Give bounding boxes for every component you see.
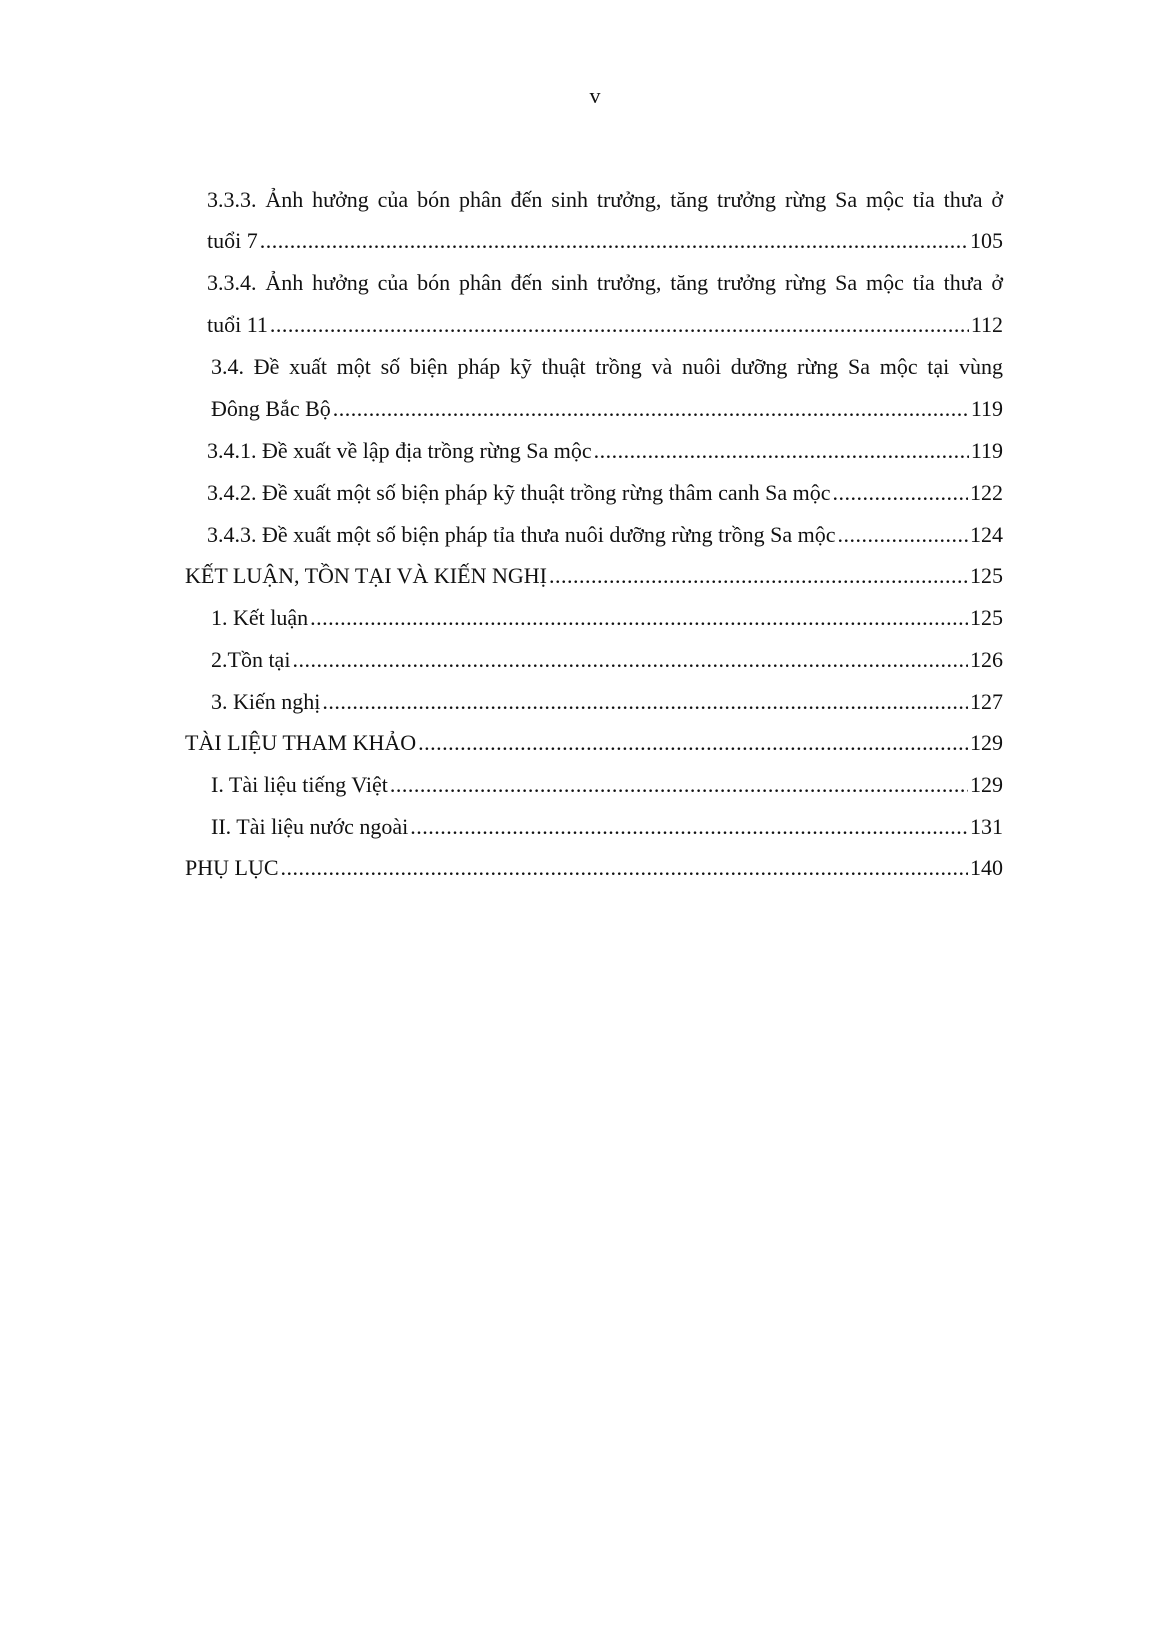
toc-entry-text: 3.4.3. Đề xuất một số biện pháp tỉa thưa nuôi dưỡng rừng trồng Sa mộc [207,522,836,547]
toc-page-number: 122 [970,480,1003,505]
toc-entry-3-3-4-line1[interactable]: 3.3.4. Ảnh hưởng của bón phân đến sinh trưởng, tăng trưởng rừng Sa mộc tỉa thưa ở [207,270,1003,295]
toc-entry-tai-lieu-tieng-viet[interactable] [211,765,1003,805]
toc-page-number: 112 [970,312,1003,337]
toc-entry-text: 3.4.2. Đề xuất một số biện pháp kỹ thuật trồng rừng thâm canh Sa mộc [207,480,831,505]
toc-entry-tai-lieu-tham-khao[interactable] [185,723,1003,763]
toc-entry-text: I. Tài liệu tiếng Việt [211,772,388,797]
toc-page-number: 131 [970,814,1003,839]
dot-leader [594,431,969,471]
toc-entry-3-4-line1[interactable]: 3.4. Đề xuất một số biện pháp kỹ thuật trồng và nuôi dưỡng rừng Sa mộc tại vùng [211,354,1003,379]
toc-entry-text: KẾT LUẬN, TỒN TẠI VÀ KIẾN NGHỊ [185,563,547,588]
dot-leader [270,305,969,345]
dot-leader [260,221,968,261]
toc-page-number: 125 [970,563,1003,588]
toc-entry-text: tuổi 7 [207,228,258,253]
dot-leader [390,765,968,805]
toc-entry-text: PHỤ LỤC [185,855,279,880]
toc-page-number: 140 [970,855,1003,880]
toc-page-number: 126 [970,647,1003,672]
toc-entry-text: 1. Kết luận [211,605,309,630]
toc-entry-ton-tai[interactable] [211,640,1003,680]
toc-page-number: 119 [970,396,1003,421]
toc-page-number: 124 [970,522,1003,547]
toc-entry-text: TÀI LIỆU THAM KHẢO [185,730,417,755]
toc-page-number: 129 [970,730,1003,755]
page-number: v [589,83,601,108]
toc-page-number: 129 [970,772,1003,797]
toc-entry-ket-luan[interactable] [211,598,1003,638]
dot-leader [410,807,968,847]
toc-entry-text: 3.4.1. Đề xuất về lập địa trồng rừng Sa mộc [207,438,592,463]
toc-entry-text: II. Tài liệu nước ngoài [211,814,409,839]
dot-leader [833,473,968,513]
toc-entry-3-3-3-line1[interactable]: 3.3.3. Ảnh hưởng của bón phân đến sinh trưởng, tăng trưởng rừng Sa mộc tỉa thưa ở [207,187,1003,212]
toc-page-number: 105 [970,228,1003,253]
toc-entry-kien-nghi[interactable] [211,682,1003,722]
toc-entry-3-4-1[interactable] [207,431,1003,471]
dot-leader [281,848,968,888]
toc-entry-3-4-3[interactable] [207,515,1003,555]
toc-entry-3-4-line2[interactable] [211,389,1003,429]
dot-leader [322,682,968,722]
toc-entry-text: 3. Kiến nghị [211,689,321,714]
toc-entry-text: Đông Bắc Bộ [211,396,331,421]
dot-leader [837,515,968,555]
dot-leader [292,640,968,680]
toc-page-number: 125 [970,605,1003,630]
toc-page-number: 127 [970,689,1003,714]
toc-entry-3-4-2[interactable] [207,473,1003,513]
toc-entry-3-3-3-line2[interactable] [207,221,1003,261]
dot-leader [333,389,969,429]
toc-entry-text: tuổi 11 [207,312,268,337]
toc-page-number: 119 [970,438,1003,463]
toc-entry-phu-luc[interactable] [185,848,1003,888]
toc-entry-3-3-4-line2[interactable] [207,305,1003,345]
toc-entry-ket-luan-ton-tai-kien-nghi[interactable] [185,556,1003,596]
dot-leader [310,598,968,638]
toc-entry-text: 2.Tồn tại [211,647,291,672]
dot-leader [418,723,968,763]
toc-entry-tai-lieu-nuoc-ngoai[interactable] [211,807,1003,847]
dot-leader [549,556,968,596]
